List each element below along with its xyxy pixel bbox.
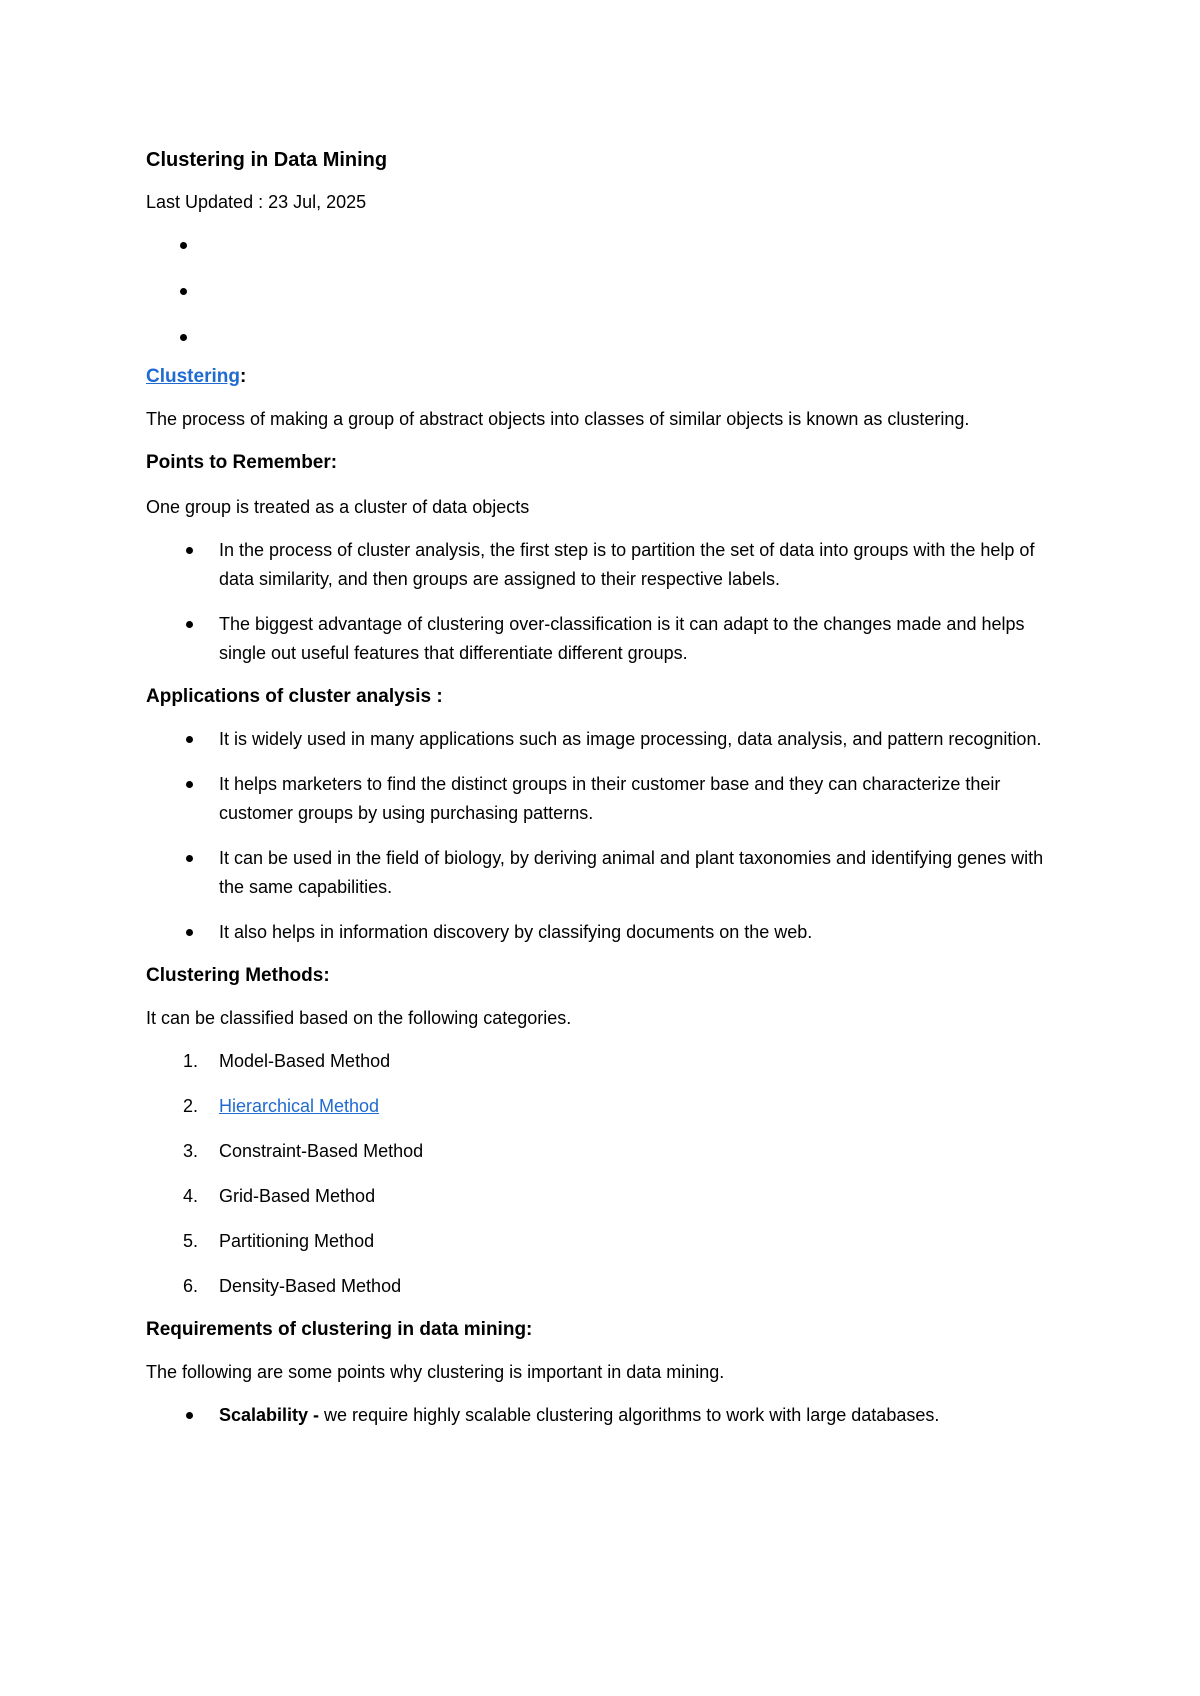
list-item: [146, 266, 1066, 312]
list-item: [146, 1092, 1066, 1121]
methods-heading: Clustering Methods:: [146, 965, 330, 986]
bullet-icon: [180, 242, 187, 249]
point-text: The biggest advantage of clustering over-classification is it can adapt to the changes made and helps single out useful features that differentiate different groups.: [219, 614, 1025, 663]
document-page: [146, 146, 1066, 1430]
list-item: [146, 220, 1066, 266]
application-text: It is widely used in many applications such as image processing, data analysis, and pattern recognition.: [219, 729, 1042, 749]
list-number: 1.: [183, 1051, 199, 1071]
requirements-list: [146, 1401, 1066, 1430]
list-number: 5.: [183, 1231, 199, 1251]
method-label: Model-Based Method: [219, 1051, 391, 1071]
points-intro: One group is treated as a cluster of data objects: [146, 497, 530, 517]
list-number: 3.: [183, 1141, 199, 1161]
point-text: In the process of cluster analysis, the first step is to partition the set of data into groups with the help of data similarity, and then groups are assigned to their respective labels.: [219, 540, 1035, 589]
clustering-heading: [146, 362, 1066, 391]
method-label: Density-Based Method: [219, 1276, 402, 1296]
bullet-icon: [186, 736, 193, 743]
requirements-heading: Requirements of clustering in data mining:: [146, 1319, 533, 1340]
list-item: [146, 1227, 1066, 1256]
bullet-icon: [186, 855, 193, 862]
list-item: [146, 918, 1066, 947]
hierarchical-method-link[interactable]: Hierarchical Method: [219, 1096, 380, 1116]
application-text: It also helps in information discovery by classifying documents on the web.: [219, 922, 813, 942]
applications-heading: Applications of cluster analysis :: [146, 686, 443, 707]
definition-paragraph: The process of making a group of abstract objects into classes of similar objects is known as clustering.: [146, 409, 970, 429]
list-number: 6.: [183, 1276, 199, 1296]
list-item: [146, 725, 1066, 754]
method-label: Constraint-Based Method: [219, 1141, 424, 1161]
list-number: 2.: [183, 1096, 199, 1116]
method-label: Partitioning Method: [219, 1231, 375, 1251]
list-item: [146, 312, 1066, 358]
bullet-icon: [186, 929, 193, 936]
bullet-icon: [186, 781, 193, 788]
application-text: It can be used in the field of biology, by deriving animal and plant taxonomies and identifying genes with the same capabilities.: [219, 848, 1044, 897]
list-number: 4.: [183, 1186, 199, 1206]
list-item: [146, 1401, 1066, 1430]
list-item: [146, 610, 1066, 668]
requirement-text: we require highly scalable clustering algorithms to work with large databases.: [319, 1405, 940, 1425]
clustering-link[interactable]: Clustering: [146, 366, 240, 387]
empty-bullet-list: [146, 220, 1066, 358]
points-list: [146, 536, 1066, 668]
clustering-colon: :: [239, 366, 247, 387]
points-heading: Points to Remember:: [146, 452, 338, 473]
bullet-icon: [186, 621, 193, 628]
requirement-term: Scalability -: [219, 1405, 320, 1425]
applications-list: [146, 725, 1066, 947]
methods-intro: It can be classified based on the following categories.: [146, 1008, 572, 1028]
requirements-intro: The following are some points why clustering is important in data mining.: [146, 1362, 725, 1382]
bullet-icon: [186, 1412, 193, 1419]
bullet-icon: [186, 547, 193, 554]
list-item: [146, 844, 1066, 902]
method-label: Grid-Based Method: [219, 1186, 376, 1206]
list-item: [146, 1182, 1066, 1211]
bullet-icon: [180, 288, 187, 295]
list-item: [146, 536, 1066, 594]
list-item: [146, 1137, 1066, 1166]
bullet-icon: [180, 334, 187, 341]
list-item: [146, 770, 1066, 828]
page-title: Clustering in Data Mining: [146, 149, 388, 171]
methods-list: [146, 1047, 1066, 1301]
list-item: [146, 1272, 1066, 1301]
last-updated: Last Updated : 23 Jul, 2025: [146, 192, 367, 212]
list-item: [146, 1047, 1066, 1076]
application-text: It helps marketers to find the distinct groups in their customer base and they can characterize their customer groups by using purchasing patterns.: [219, 774, 1001, 823]
